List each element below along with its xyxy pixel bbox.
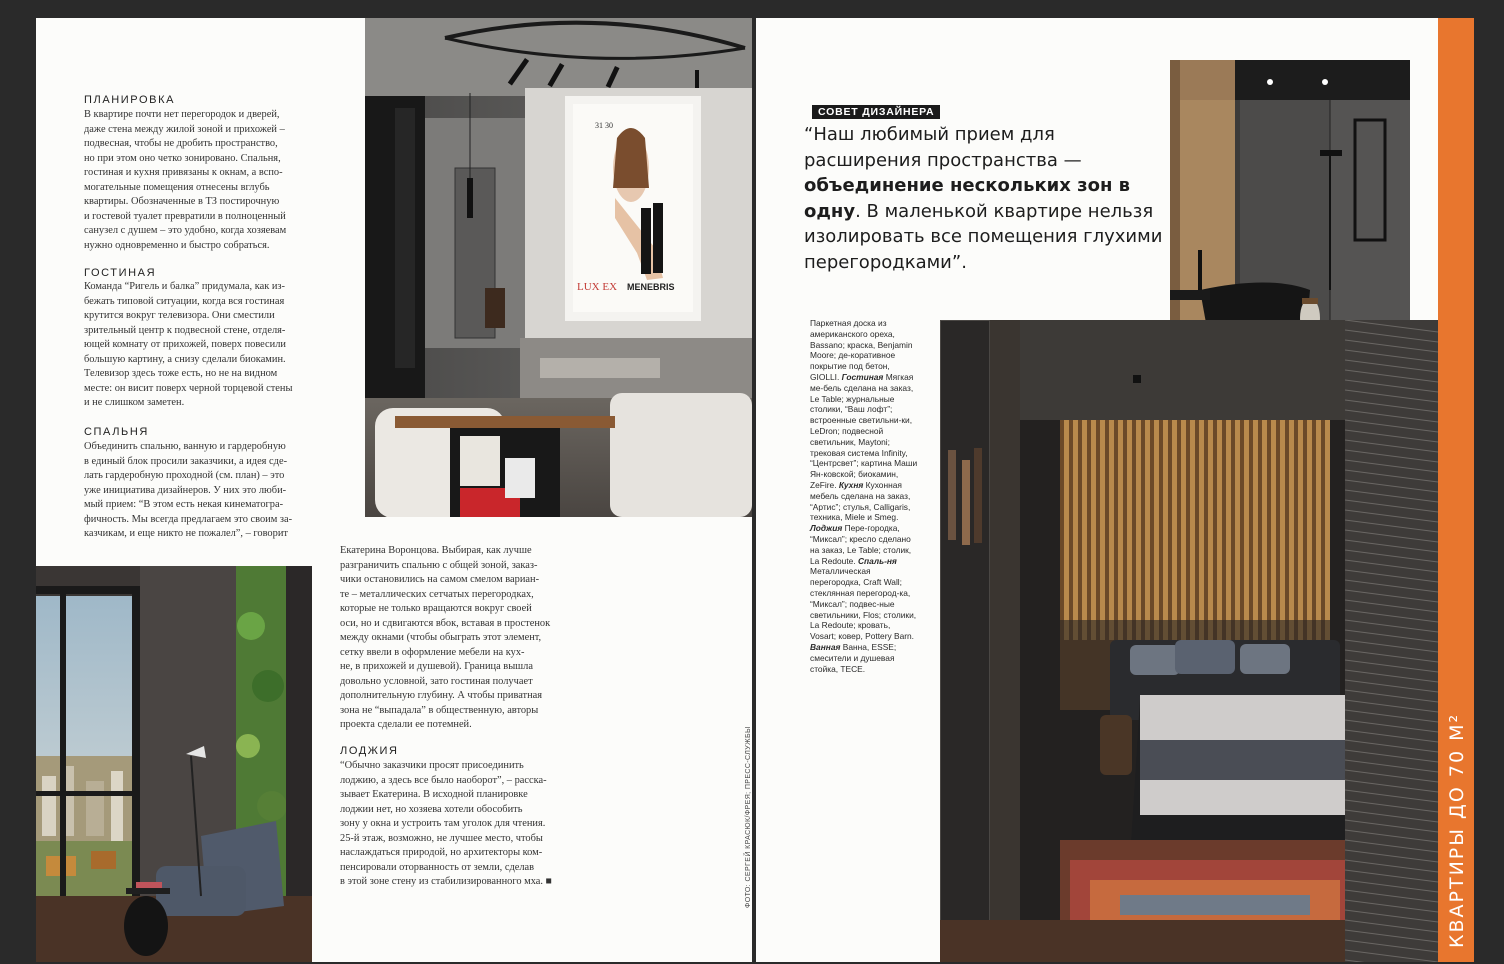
poster-title-right: MENEBRIS: [627, 282, 675, 292]
section-band: [1438, 18, 1474, 962]
continuation-text: [340, 544, 580, 733]
text-line: месте: он висит поверх черной торцевой стены: [84, 382, 293, 394]
text-line: в единый блок просили заказчики, а идея сде-: [84, 455, 288, 467]
planning-text: [84, 108, 324, 253]
section-heading-loggia: ЛОДЖИЯ: [340, 745, 399, 757]
text-line: наслаждаться природой, но архитекторы ком-: [340, 847, 543, 858]
text-line: но при этом оно четко зонировано. Спальня,: [84, 152, 281, 164]
text-line: большую картину, а снизу сделали биокамин.: [84, 353, 286, 365]
text-line: Объединить спальню, ванную и гардеробную: [84, 441, 286, 452]
text-line: оси, но и сдвигаются вбок, вставая в простенок: [340, 617, 551, 629]
section-heading-bedroom: СПАЛЬНЯ: [84, 426, 149, 438]
credit-text: Паркетная доска из американского ореха, Bassano; краска, Benjamin Moore; де-коративное покрытие под бетон, GIOLLI.: [810, 318, 913, 382]
text-line: между окнами (чтобы обыграть этот элемент,: [340, 632, 542, 643]
text-line: не, в прихожей и душевой). Граница вышла: [340, 661, 533, 672]
text-line: дополнительную глубину. А чтобы приватная: [340, 690, 543, 701]
quote-part-2: . В маленькой квартире нельзя изолировать все помещения глухими перегородками”.: [804, 200, 1163, 273]
text-line: бежать типовой ситуации, когда вся гостиная: [84, 295, 285, 307]
credit-room-label: Лоджия: [810, 523, 843, 534]
text-line: зона не “выпадала” в общественную, авторы: [340, 704, 539, 716]
credit-text: Кухонная мебель сделана на заказ, “Артис”; стулья, Calligaris, техника, Miele и Smeg.: [810, 479, 911, 523]
text-line: те – металлических сетчатых перегородках,: [340, 588, 534, 600]
text-line: лоджию, а здесь все было наоборот”, – расска-: [340, 774, 547, 786]
right-page: [756, 18, 1474, 962]
text-line: и не слишком заметен.: [84, 397, 185, 408]
text-line: Телевизор здесь тоже есть, но не на видном: [84, 368, 278, 379]
sourcing-credits: [810, 318, 918, 674]
living-room-photo: [365, 18, 752, 517]
text-line: разграничить спальню с общей зоной, заказ-: [340, 559, 538, 571]
text-line: пенсировали оторванность от земли, сделав: [340, 861, 535, 873]
designer-quote: [804, 122, 1164, 275]
text-line: зывает Екатерина. В исходной планировке: [340, 789, 528, 800]
quote-part-1: “Наш любимый прием для расширения пространства —: [804, 124, 1082, 171]
text-line: довольно условной, зато гостиная получает: [340, 675, 533, 687]
text-line: которые не только вращаются вокруг своей: [340, 603, 532, 614]
poster-title-left: LUX EX: [577, 281, 618, 293]
credit-text: Пере-городка, “Миксал”; кресло сделано на заказ, Le Table; столик, La Redoute.: [810, 523, 912, 566]
left-page: [36, 18, 752, 962]
text-line: “Обычно заказчики просят присоединить: [340, 760, 524, 771]
text-line: казчикам, и еще никто не пожалел”, – говорит: [84, 528, 288, 539]
text-line: крутится вокруг телевизора. Они сместили: [84, 310, 275, 321]
credit-room-label: Ванная: [810, 641, 841, 652]
text-line: лать гардеробную проходной (см. план) – это: [84, 470, 285, 481]
section-heading-planning: ПЛАНИРОВКА: [84, 94, 176, 106]
section-title: КВАРТИРЫ ДО 70 М²: [1446, 712, 1468, 948]
credit-room-label: Кухня: [838, 479, 864, 490]
section-heading-living-room: ГОСТИНАЯ: [84, 267, 157, 279]
text-line: квартиры. Обозначенные в ТЗ постирочную: [84, 196, 280, 207]
credit-text: Мягкая ме-бель сделана на заказ, Le Table; журнальные столики, “Ваш лофт”; встроенные светильни-ки, LeDron; подвесной светильник, Maytoni; трековая система Infinity, “Центрсвет”; картина Маши Ян-ковской; биокамин, ZeFire.: [810, 371, 918, 490]
loggia-photo: [36, 566, 312, 962]
designer-tip-label: СОВЕТ ДИЗАЙНЕРА: [812, 105, 940, 119]
text-line: уже инициатива дизайнеров. У них это люби-: [84, 484, 287, 496]
text-line: Команда “Ригель и балка” придумала, как из-: [84, 281, 285, 292]
text-line: 25-й этаж, возможно, не лучшее место, чтобы: [340, 832, 543, 844]
credit-text: Металлическая перегородка, Craft Wall; стеклянная перегород-ка, “Миксал”; подвес-ные светильники, Flos; столики, La Redoute; кровать, Vosart; ковер, Pottery Barn.: [810, 566, 917, 642]
credit-room-label: Спаль-ня: [857, 555, 897, 566]
text-line: санузел с душем – это удобно, когда хозяевам: [84, 225, 287, 236]
text-line: могательные помещения отнесены вглубь: [84, 181, 270, 193]
text-line: даже стена между жилой зоной и прихожей –: [84, 123, 285, 135]
credit-text: Ванна, ESSE; смесители и душевая стойка, TECE.: [810, 641, 897, 674]
text-line: лоджии нет, но хозяева хотели обособить: [340, 803, 523, 815]
text-line: зону у окна и устроить там уголок для чтения.: [340, 818, 546, 829]
credit-room-label: Гостиная: [841, 371, 884, 382]
photo-credit: ФОТО: СЕРГЕЙ КРАСЮК/ФРЕЯ; ПРЕСС-СЛУЖБЫ: [745, 726, 752, 908]
text-line: Екатерина Воронцова. Выбирая, как лучше: [340, 545, 532, 556]
text-line: ющей комнату от прихожей, поверх повесили: [84, 339, 286, 350]
quote-bold: объединение нескольких зон в одну: [804, 175, 1131, 222]
text-line: подвесная, чтобы не дробить пространство,: [84, 138, 278, 149]
text-line: чики остановились на самом смелом вариан-: [340, 574, 540, 585]
bedroom-photo: [940, 320, 1438, 962]
text-line: мый прием: “В этом есть некая кинематогра-: [84, 499, 284, 510]
text-line: и гостевой туалет превратили в полноценный: [84, 210, 286, 222]
living-room-text: [84, 280, 324, 411]
text-line: зрительный центр к подвесной стене, отделя-: [84, 324, 286, 336]
text-line: проекта сделали ее потемней.: [340, 719, 472, 730]
loggia-text: [340, 759, 580, 890]
text-line: сетку ввели в оформление мебели на кух-: [340, 646, 525, 658]
bedroom-text: [84, 440, 324, 542]
text-line: фичность. Мы всегда предлагаем это своим за-: [84, 513, 293, 525]
text-line: нужно одновременно и быстро собраться.: [84, 239, 270, 251]
text-line: В квартире почти нет перегородок и дверей,: [84, 109, 280, 120]
poster-top-text: 31 30: [595, 121, 613, 130]
text-line: гостиная и кухня привязаны к окнам, а вспо-: [84, 167, 283, 178]
text-line: в этой зоне стену из стабилизированного мха. ■: [340, 876, 552, 887]
